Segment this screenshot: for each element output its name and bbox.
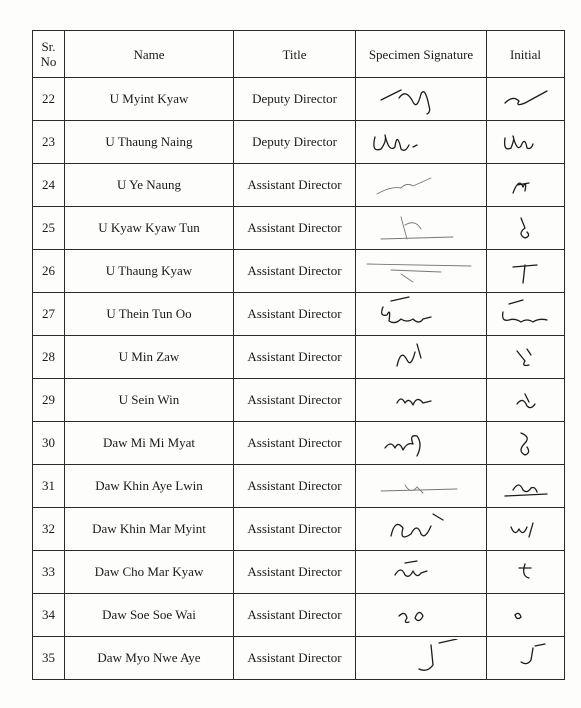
initial-image [487, 422, 565, 465]
header-row [33, 31, 565, 78]
signature-image [356, 336, 487, 379]
person-title: Assistant Director [234, 422, 356, 465]
signature-image [356, 551, 487, 594]
person-title: Assistant Director [234, 465, 356, 508]
signature-image [356, 508, 487, 551]
signature-image [356, 422, 487, 465]
signature-image [356, 465, 487, 508]
signature-image [356, 207, 487, 250]
person-title: Assistant Director [234, 637, 356, 680]
table-row [33, 121, 565, 164]
person-name: Daw Cho Mar Kyaw [65, 551, 234, 594]
sr-number: 27 [33, 293, 65, 336]
sr-number: 29 [33, 379, 65, 422]
sr-number: 26 [33, 250, 65, 293]
header-signature: Specimen Signature [356, 31, 487, 78]
table-row [33, 465, 565, 508]
sr-number: 32 [33, 508, 65, 551]
signature-image [356, 78, 487, 121]
person-title: Assistant Director [234, 207, 356, 250]
table-row [33, 207, 565, 250]
person-name: Daw Soe Soe Wai [65, 594, 234, 637]
sr-number: 30 [33, 422, 65, 465]
person-name: U Thein Tun Oo [65, 293, 234, 336]
sr-number: 28 [33, 336, 65, 379]
initial-image [487, 379, 565, 422]
person-title: Assistant Director [234, 594, 356, 637]
initial-image [487, 207, 565, 250]
sr-number: 34 [33, 594, 65, 637]
signature-image [356, 121, 487, 164]
person-name: U Thaung Kyaw [65, 250, 234, 293]
header-name: Name [65, 31, 234, 78]
table-row [33, 594, 565, 637]
initial-image [487, 293, 565, 336]
person-title: Deputy Director [234, 121, 356, 164]
person-name: U Sein Win [65, 379, 234, 422]
sr-number: 33 [33, 551, 65, 594]
initial-image [487, 637, 565, 680]
person-name: Daw Mi Mi Myat [65, 422, 234, 465]
initial-image [487, 594, 565, 637]
person-title: Assistant Director [234, 379, 356, 422]
initial-image [487, 336, 565, 379]
initial-image [487, 121, 565, 164]
sr-number: 31 [33, 465, 65, 508]
sr-number: 25 [33, 207, 65, 250]
person-title: Assistant Director [234, 250, 356, 293]
specimen-signature-table [32, 30, 565, 680]
person-name: Daw Khin Aye Lwin [65, 465, 234, 508]
person-name: Daw Khin Mar Myint [65, 508, 234, 551]
person-title: Assistant Director [234, 164, 356, 207]
sr-number: 35 [33, 637, 65, 680]
signature-image [356, 379, 487, 422]
table-row [33, 508, 565, 551]
initial-image [487, 164, 565, 207]
header-title: Title [234, 31, 356, 78]
initial-image [487, 78, 565, 121]
person-name: U Kyaw Kyaw Tun [65, 207, 234, 250]
signature-image [356, 293, 487, 336]
person-title: Assistant Director [234, 293, 356, 336]
initial-image [487, 508, 565, 551]
sr-number: 22 [33, 78, 65, 121]
initial-image [487, 250, 565, 293]
person-name: U Thaung Naing [65, 121, 234, 164]
table-row [33, 293, 565, 336]
sr-number: 24 [33, 164, 65, 207]
table-row [33, 336, 565, 379]
person-title: Assistant Director [234, 508, 356, 551]
table-row [33, 78, 565, 121]
person-name: U Myint Kyaw [65, 78, 234, 121]
person-name: Daw Myo Nwe Aye [65, 637, 234, 680]
person-title: Assistant Director [234, 551, 356, 594]
signature-image [356, 637, 487, 680]
signature-image [356, 250, 487, 293]
table-row [33, 379, 565, 422]
person-title: Deputy Director [234, 78, 356, 121]
header-sr-no: Sr. No [33, 31, 65, 78]
person-title: Assistant Director [234, 336, 356, 379]
person-name: U Min Zaw [65, 336, 234, 379]
table-row [33, 164, 565, 207]
initial-image [487, 465, 565, 508]
person-name: U Ye Naung [65, 164, 234, 207]
initial-image [487, 551, 565, 594]
table-row [33, 422, 565, 465]
table-row [33, 637, 565, 680]
header-initial: Initial [487, 31, 565, 78]
table-row [33, 250, 565, 293]
signature-image [356, 594, 487, 637]
sr-number: 23 [33, 121, 65, 164]
table-row [33, 551, 565, 594]
signature-image [356, 164, 487, 207]
